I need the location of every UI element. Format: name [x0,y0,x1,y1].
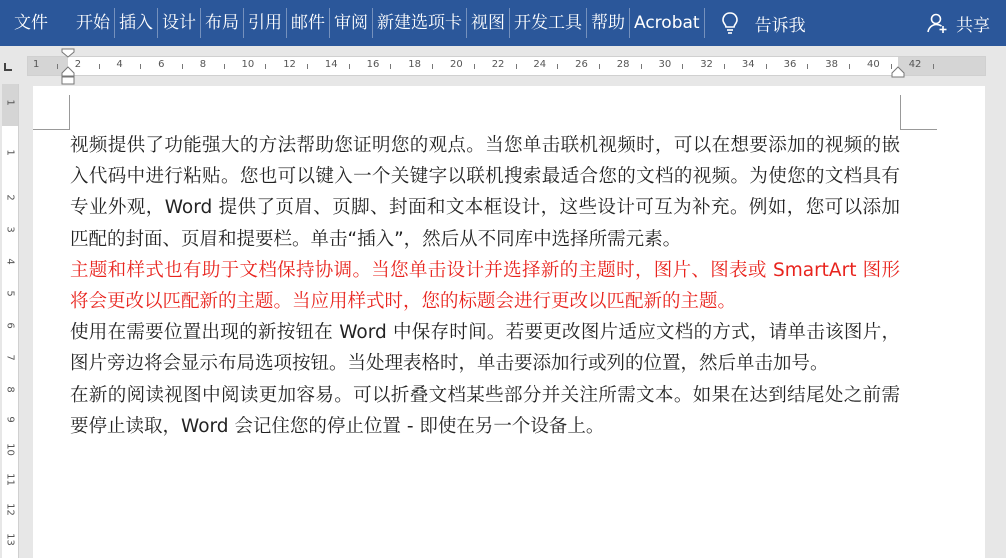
right-indent-marker[interactable] [891,66,905,80]
vertical-ruler-number: 4 [4,258,16,265]
ruler-number: 16 [366,59,380,70]
margin-corner-top-right [900,95,937,130]
vertical-ruler-number: 13 [4,533,16,546]
vertical-ruler-number: 9 [4,416,16,423]
vertical-ruler-number: 1 [4,149,16,156]
ruler-number: 8 [199,59,207,70]
share-label: 共享 [956,15,990,36]
ruler-tick [766,64,767,69]
ruler-number: 28 [616,59,630,70]
ruler-number: 4 [116,59,123,70]
vertical-ruler-number: 6 [4,322,16,329]
vertical-ruler-number: 11 [4,473,16,486]
ruler-number: 30 [658,59,672,70]
ruler-tick [140,64,141,69]
ruler-tick [516,64,517,69]
tab-insert[interactable]: 插入 [119,13,153,33]
vertical-ruler-number: 12 [4,503,16,516]
tab-new-tab[interactable]: 新建选项卡 [377,13,462,33]
ruler-tick [807,64,808,69]
tab-review[interactable]: 审阅 [334,13,368,33]
ruler-tick [682,64,683,69]
share-button[interactable] [926,0,990,46]
tab-developer[interactable]: 开发工具 [514,13,582,33]
tab-stop-selector[interactable] [0,55,20,75]
ruler-number: 40 [867,59,880,70]
tab-view[interactable]: 视图 [471,13,505,33]
vertical-ruler-number: 2 [4,194,16,201]
paragraph-2-red[interactable]: 主题和样式也有助于文档保持协调。当您单击设计并选择新的主题时，图片、图表或 SmartArt 图形将会更改以匹配新的主题。当应用样式时，您的标题会进行更改以匹配新的主题。 [70,259,900,313]
tab-design[interactable]: 设计 [162,13,196,33]
ruler-number: 12 [283,59,296,70]
ruler-tick [432,64,433,69]
ruler-tick [849,64,850,69]
lightbulb-icon [721,11,739,35]
ruler-tick [265,64,266,69]
ruler-number: 36 [783,59,797,70]
ruler-number: 24 [533,59,547,70]
vertical-ruler-number: 8 [4,386,16,393]
ruler-number: 1 [33,59,40,70]
ruler-tick [390,64,391,69]
vertical-ruler-number: 1 [4,99,16,106]
ruler-number: 26 [575,59,588,70]
person-add-icon [926,12,948,34]
ruler-tick [641,64,642,69]
tab-separator [704,8,705,38]
left-tab-icon [0,55,20,75]
ruler-number: 14 [324,59,338,70]
vertical-ruler-number: 10 [4,443,16,456]
ruler-number: 22 [491,59,505,70]
ruler-tick [933,64,934,69]
ruler-number: 20 [450,59,463,70]
ruler-number: 2 [74,59,82,70]
ruler-number: 34 [741,59,755,70]
tab-references[interactable]: 引用 [248,13,282,33]
tell-me-label: 告诉我 [754,15,806,36]
indent-markers[interactable] [61,48,75,88]
ruler-number: 18 [408,59,422,70]
ruler-tick [557,64,558,69]
tell-me-search[interactable] [721,11,806,36]
vertical-ruler-number: 5 [4,290,16,297]
tab-home[interactable]: 开始 [76,13,110,33]
vertical-ruler-number: 3 [4,226,16,233]
tab-file[interactable]: 文件 [14,13,48,33]
horizontal-ruler[interactable] [27,56,986,76]
ruler-tick [99,64,100,69]
ruler-number: 42 [908,59,922,70]
ruler-tick [724,64,725,69]
ruler-number: 32 [700,59,713,70]
ruler-tick [307,64,308,69]
paragraph-4[interactable]: 在新的阅读视图中阅读更加容易。可以折叠文档某些部分并关注所需文本。如果在达到结尾处之前需要停止读取，Word 会记住您的停止位置 - 即使在另一个设备上。 [70,384,900,437]
vertical-ruler[interactable] [0,84,20,558]
ribbon-tab-bar [0,0,1006,46]
ruler-tick [57,64,58,69]
ruler-tick [349,64,350,69]
tab-mailings[interactable]: 邮件 [291,13,325,33]
ruler-tick [182,64,183,69]
paragraph-1[interactable]: 视频提供了功能强大的方法帮助您证明您的观点。当您单击联机视频时，可以在想要添加的视频的嵌入代码中进行粘贴。您也可以键入一个关键字以联机搜索最适合您的文档的视频。为使您的文档具有专业外观，Word 提供了页眉、页脚、封面和文本框设计，这些设计可互为补充。例如，您可以添加匹配的封面、页眉和提要栏。单击“插入”，然后从不同库中选择所需元素。 [70,135,900,250]
tab-layout[interactable]: 布局 [205,13,239,33]
document-body[interactable] [70,130,900,442]
ruler-tick [599,64,600,69]
ruler-number: 10 [241,59,255,70]
ruler-tick [474,64,475,69]
tab-acrobat[interactable]: Acrobat [634,13,700,33]
ruler-number: 38 [825,59,839,70]
ruler-tick [224,64,225,69]
ruler-number: 6 [158,59,165,70]
margin-corner-top-left [33,95,70,130]
vertical-ruler-number: 7 [4,354,16,361]
paragraph-3[interactable]: 使用在需要位置出现的新按钮在 Word 中保存时间。若要更改图片适应文档的方式，请单击该图片，图片旁边将会显示布局选项按钮。当处理表格时，单击要添加行或列的位置，然后单击加号。 [70,322,900,375]
tab-help[interactable]: 帮助 [591,13,625,33]
